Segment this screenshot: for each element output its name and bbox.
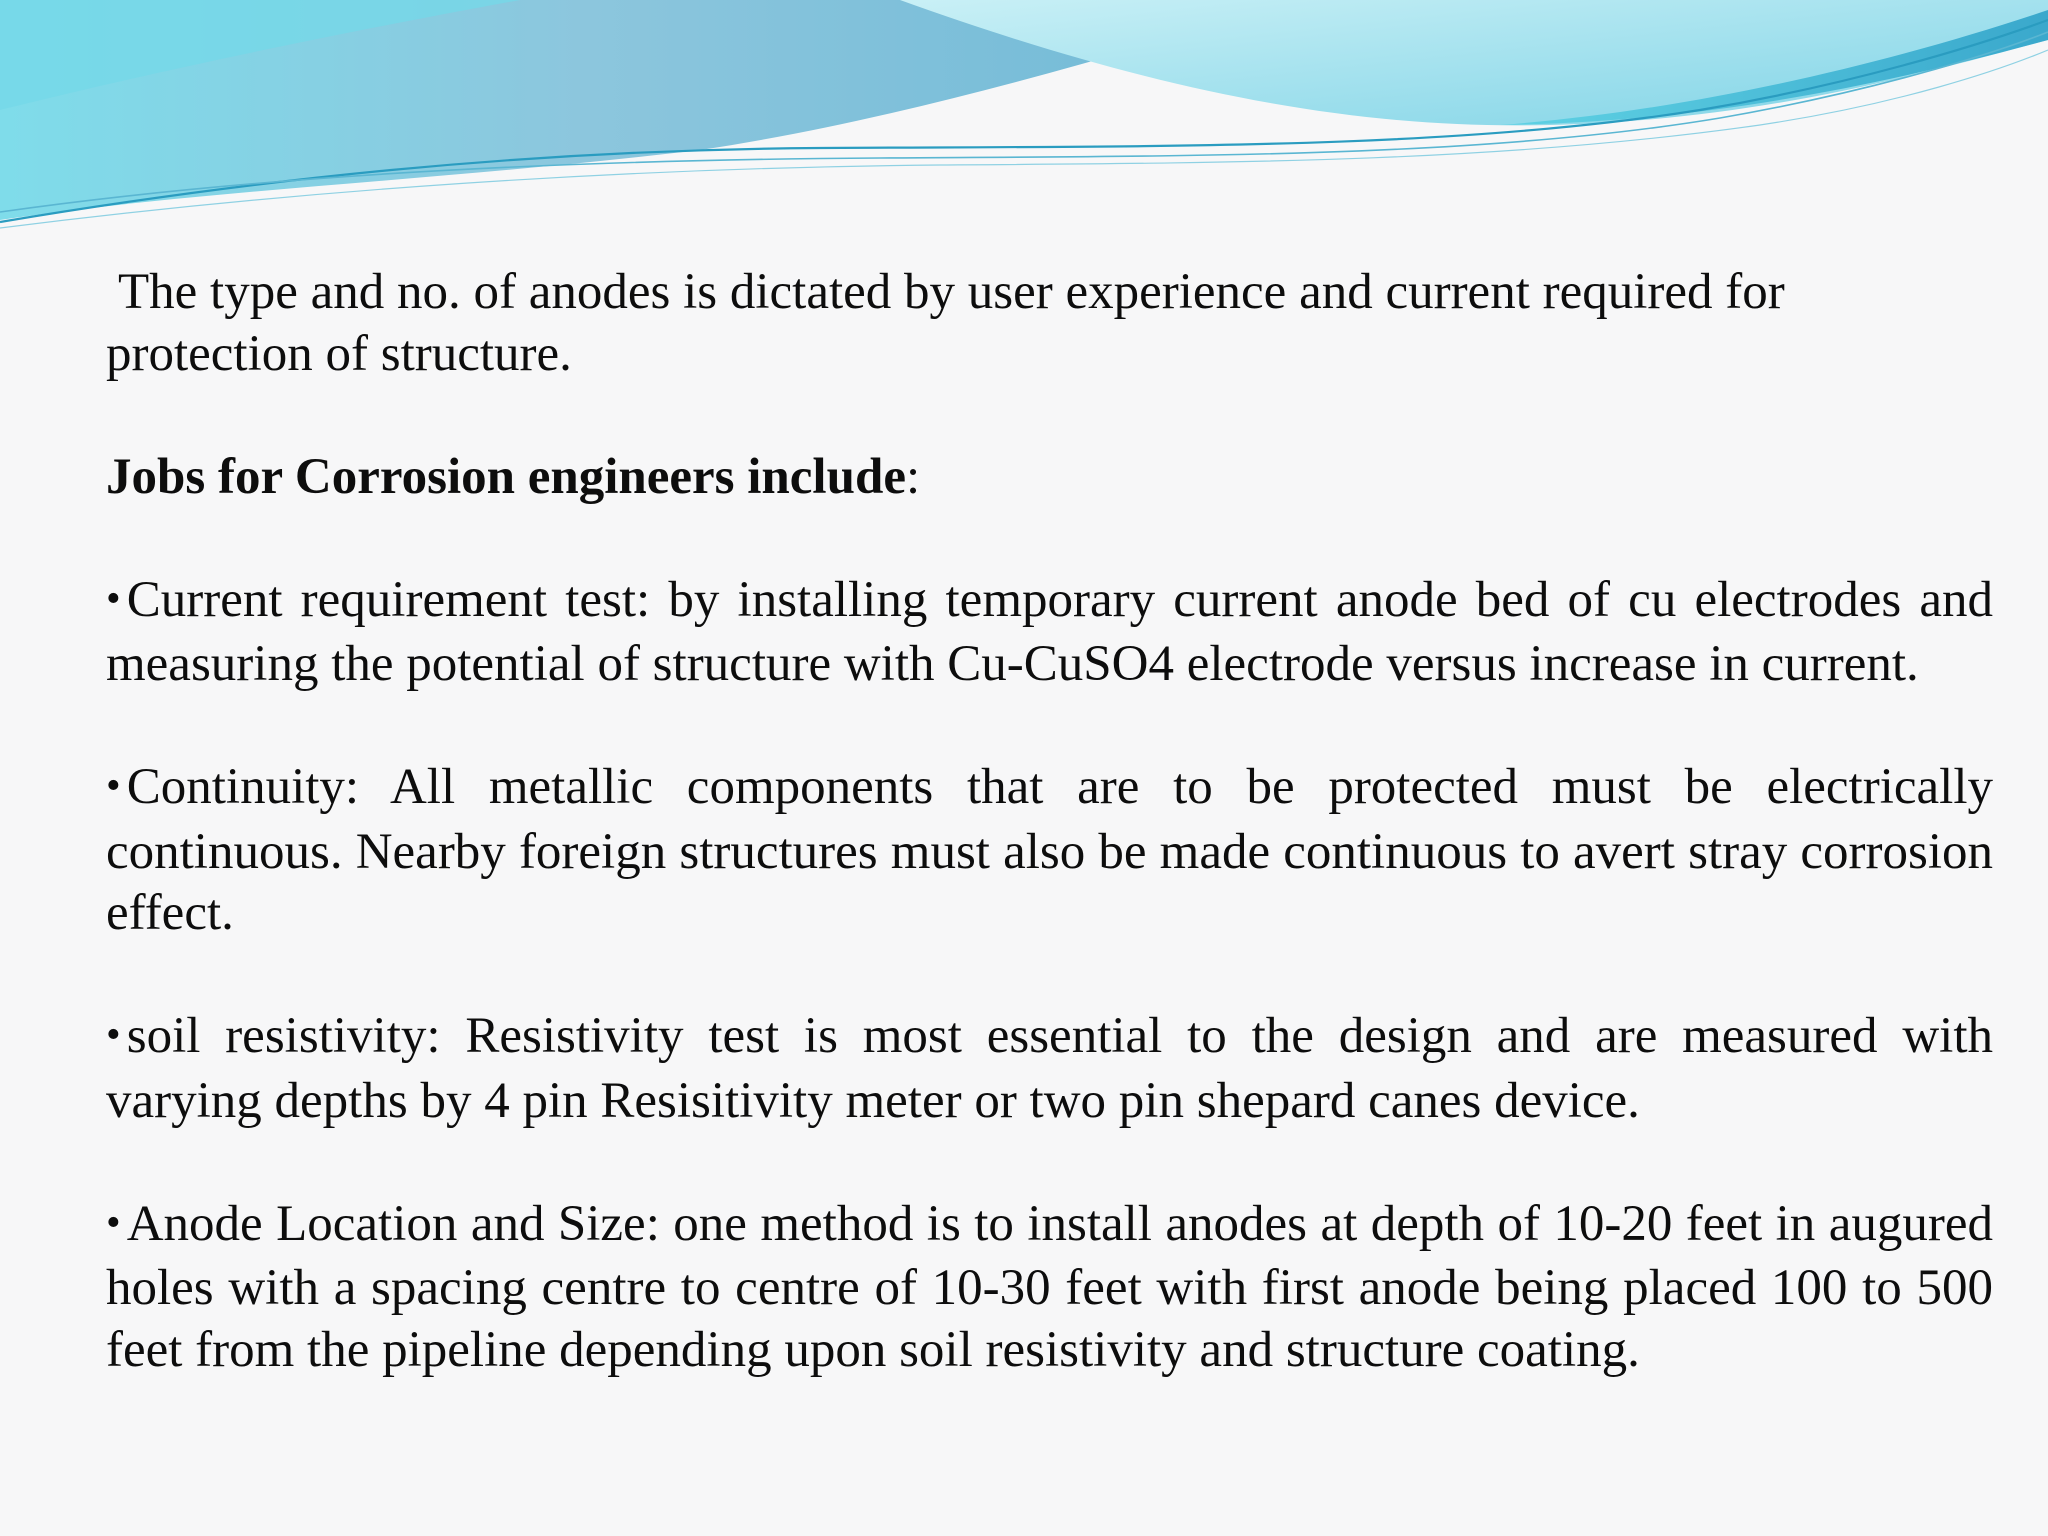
bullet-icon: • xyxy=(106,1199,121,1246)
jobs-heading-suffix: : xyxy=(905,448,921,505)
bullet-icon: • xyxy=(106,575,121,622)
jobs-heading-bold: Jobs for Corrosion engineers include xyxy=(106,448,906,505)
bullet-icon: • xyxy=(106,1012,121,1058)
bullet-soil-resistivity xyxy=(106,1006,1993,1132)
slide-content xyxy=(106,262,1993,1381)
bullet-text: Continuity: All metallic components that are to be protected must be electrically continuous. Nearby foreign structures must also be made continuous to avert stray corrosion effect. xyxy=(106,759,1993,941)
bullet-text: Anode Location and Size: one method is to install anodes at depth of 10-20 feet in augured holes with a spacing centre to centre of 10-30 feet with first anode being placed 100 to 500 feet from the pipeline depending upon soil resistivity and structure coating. xyxy=(106,1195,1993,1378)
jobs-heading xyxy=(106,447,1993,509)
bullet-anode-location xyxy=(106,1194,1993,1382)
intro-paragraph: The type and no. of anodes is dictated by user experience and current required for protection of structure. xyxy=(106,264,1785,382)
bullet-current-requirement xyxy=(106,570,1993,696)
bullet-text: Current requirement test: by installing temporary current anode bed of cu electrodes and measuring the potential of structure with Cu-CuSO4 electrode versus increase in current. xyxy=(106,571,1993,692)
header-wave-decoration xyxy=(0,0,2048,240)
bullet-text: soil resistivity: Resistivity test is most essential to the design and are measured with varying depths by 4 pin Resisitivity meter or two pin shepard canes device. xyxy=(106,1008,1993,1129)
bullet-continuity xyxy=(106,757,1993,945)
bullet-icon: • xyxy=(106,763,121,809)
